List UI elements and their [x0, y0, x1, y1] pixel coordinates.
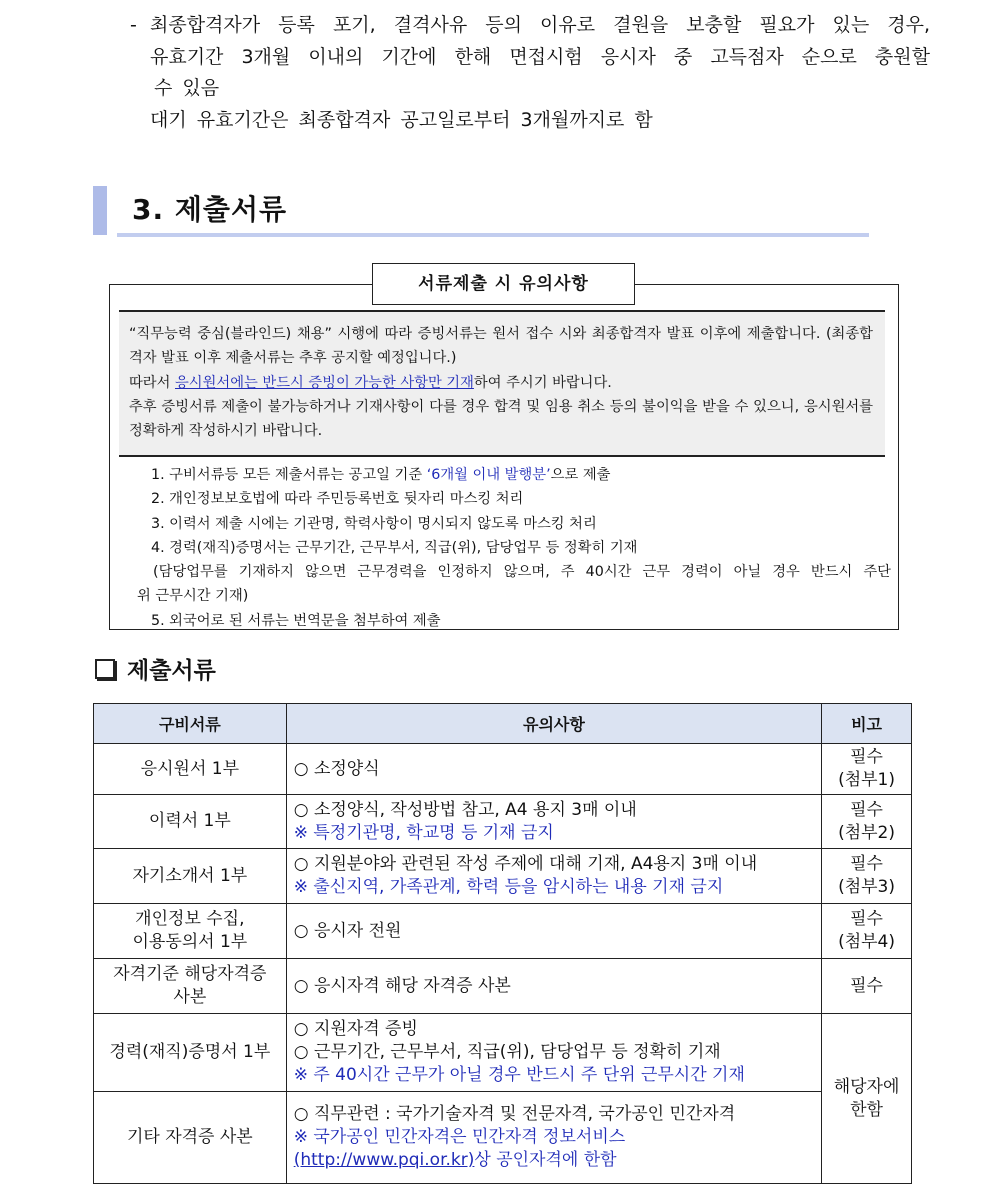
note-attachment: (첨부1) — [838, 770, 896, 790]
row-note-merged — [822, 1014, 912, 1184]
row-name: 이력서 1부 — [94, 795, 287, 849]
intro-line-1: 최종합격자가 등록 포기, 결격사유 등의 이유로 결원을 보충할 필요가 있는 경우, — [150, 14, 930, 36]
subheading — [95, 652, 216, 685]
notice-item-1-pre: 1. 구비서류등 모든 제출서류는 공고일 기준 — [151, 467, 427, 483]
note-attachment: (첨부2) — [838, 822, 896, 843]
warning-line-2 — [294, 1149, 820, 1172]
row-desc — [286, 849, 821, 904]
intro-paragraph — [130, 10, 930, 136]
desc-line: ○ 직무관련 : 국가기술자격 및 전문자격, 국가공인 민간자격 — [293, 1104, 736, 1124]
note-attachment: (첨부4) — [838, 932, 896, 952]
notice-item-3: 3. 이력서 제출 시에는 기관명, 학력사항이 명시되지 않도록 마스킹 처리 — [151, 515, 597, 532]
notice-paragraph-2 — [129, 371, 873, 395]
checkbox-square-icon — [95, 659, 115, 679]
table-row — [94, 959, 912, 1014]
warning-line: ※ 주 40시간 근무가 아닐 경우 반드시 주 단위 근무시간 기재 — [293, 1065, 745, 1085]
row-name — [94, 959, 287, 1014]
notice-paragraph-3: 추후 증빙서류 제출이 불가능하거나 기재사항이 다를 경우 합격 및 임용 취소 등의 불이익을 받을 수 있으니, 응시원서를 정확하게 작성하시기 바랍니다. — [129, 398, 873, 440]
desc-line: ○ 소정양식, 작성방법 참고, A4 용지 3매 이내 — [293, 799, 637, 820]
notice-item-1-post: 으로 제출 — [550, 467, 611, 483]
notice-list — [131, 463, 891, 633]
header-documents: 구비서류 — [94, 704, 287, 744]
table-row — [94, 744, 912, 795]
table-row — [94, 904, 912, 959]
subheading-text: 제출서류 — [127, 658, 216, 684]
desc-line: ○ 지원분야와 관련된 작성 주제에 대해 기재, A4용지 3매 이내 — [293, 854, 758, 874]
notice-emphasis-link: 응시원서에는 반드시 증빙이 가능한 사항만 기재 — [174, 374, 474, 391]
row-name: 경력(재직)증명서 1부 — [94, 1014, 287, 1092]
warning-line-tail: 상 공인자격에 한함 — [474, 1150, 617, 1170]
row-desc: ○ 소정양식 — [286, 744, 821, 795]
intro-line-4: 대기 유효기간은 최종합격자 공고일로부터 3개월까지로 함 — [150, 108, 653, 131]
notice-para2-post: 하여 주시기 바랍니다. — [473, 374, 612, 391]
intro-line-3: 수 있음 — [154, 77, 220, 99]
notice-paragraph-1: “직무능력 중심(블라인드) 채용” 시행에 따라 증빙서류는 원서 접수 시와 최종합격자 발표 이후에 제출합니다. (최종합격자 발표 이후 제출서류는 추후 공지할 예정입니다.) — [129, 326, 873, 367]
note-required: 필수 — [850, 854, 883, 874]
row-note — [822, 849, 912, 904]
row-note: 필수 — [822, 959, 912, 1014]
notice-item-1 — [131, 463, 891, 487]
table-header-row — [94, 704, 912, 744]
warning-line: ※ 국가공인 민간자격은 민간자격 정보서비스 — [293, 1127, 626, 1147]
notice-item-2: 2. 개인정보보호법에 따라 주민등록번호 뒷자리 마스킹 처리 — [151, 491, 524, 508]
table-row — [94, 1092, 912, 1184]
warning-line: ※ 출신지역, 가족관계, 학력 등을 암시하는 내용 기재 금지 — [293, 877, 724, 897]
pqi-link[interactable]: (http://www.pqi.or.kr) — [293, 1150, 475, 1170]
note-required: 필수 — [850, 747, 883, 767]
warning-line: ※ 특정기관명, 학교명 등 기재 금지 — [293, 822, 554, 843]
row-note — [822, 795, 912, 849]
desc-line: ○ 지원자격 증빙 — [293, 1019, 418, 1039]
notice-item-4-note: (담당업무를 기재하지 않으면 근무경력을 인정하지 않으며, 주 40시간 근무 경력이 아닐 경우 반드시 주단 — [153, 564, 891, 581]
name-line: 개인정보 수집, — [135, 909, 245, 929]
name-line: 자격기준 해당자격증 — [113, 964, 267, 984]
bullet-dash: - — [130, 14, 137, 36]
table-row — [94, 795, 912, 849]
table-row — [94, 849, 912, 904]
row-desc: ○ 응시자 전원 — [286, 904, 821, 959]
note-line: 한함 — [850, 1099, 883, 1120]
header-remarks: 비고 — [822, 704, 912, 744]
row-name: 자기소개서 1부 — [94, 849, 287, 904]
row-note — [822, 904, 912, 959]
notice-item-4: 4. 경력(재직)증명서는 근무기간, 근무부서, 직급(위), 담당업무 등 정확히 기재 — [151, 539, 638, 556]
section-heading-bar — [93, 186, 107, 235]
note-required: 필수 — [850, 909, 883, 929]
table-row — [94, 1014, 912, 1092]
row-name: 응시원서 1부 — [94, 744, 287, 795]
notice-tab-title: 서류제출 시 유의사항 — [372, 263, 635, 305]
row-desc — [286, 795, 821, 849]
documents-table — [93, 703, 912, 1184]
desc-line: ○ 근무기간, 근무부서, 직급(위), 담당업무 등 정확히 기재 — [293, 1042, 721, 1062]
row-desc — [286, 1092, 821, 1184]
notice-item-4-note-cont: 위 근무시간 기재) — [137, 588, 249, 605]
row-desc — [286, 1014, 821, 1092]
row-note — [822, 744, 912, 795]
note-required: 필수 — [850, 799, 883, 820]
notice-para2-pre: 따라서 — [129, 374, 175, 391]
row-name: 기타 자격증 사본 — [94, 1092, 287, 1184]
note-attachment: (첨부3) — [838, 877, 896, 897]
note-line: 해당자에 — [833, 1076, 900, 1097]
section-underline — [117, 233, 869, 237]
row-name — [94, 904, 287, 959]
header-notes: 유의사항 — [286, 704, 821, 744]
name-line: 이용동의서 1부 — [132, 932, 248, 952]
row-desc: ○ 응시자격 해당 자격증 사본 — [286, 959, 821, 1014]
intro-line-2: 유효기간 3개월 이내의 기간에 한해 면접시험 응시자 중 고득점자 순으로 충원할 — [150, 45, 930, 68]
section-title: 3. 제출서류 — [132, 193, 288, 226]
notice-item-1-highlight: ‘6개월 이내 발행분’ — [426, 467, 551, 483]
notice-highlight-panel — [119, 310, 885, 457]
name-line: 사본 — [173, 987, 207, 1007]
notice-item-5: 5. 외국어로 된 서류는 번역문을 첨부하여 제출 — [151, 612, 441, 629]
